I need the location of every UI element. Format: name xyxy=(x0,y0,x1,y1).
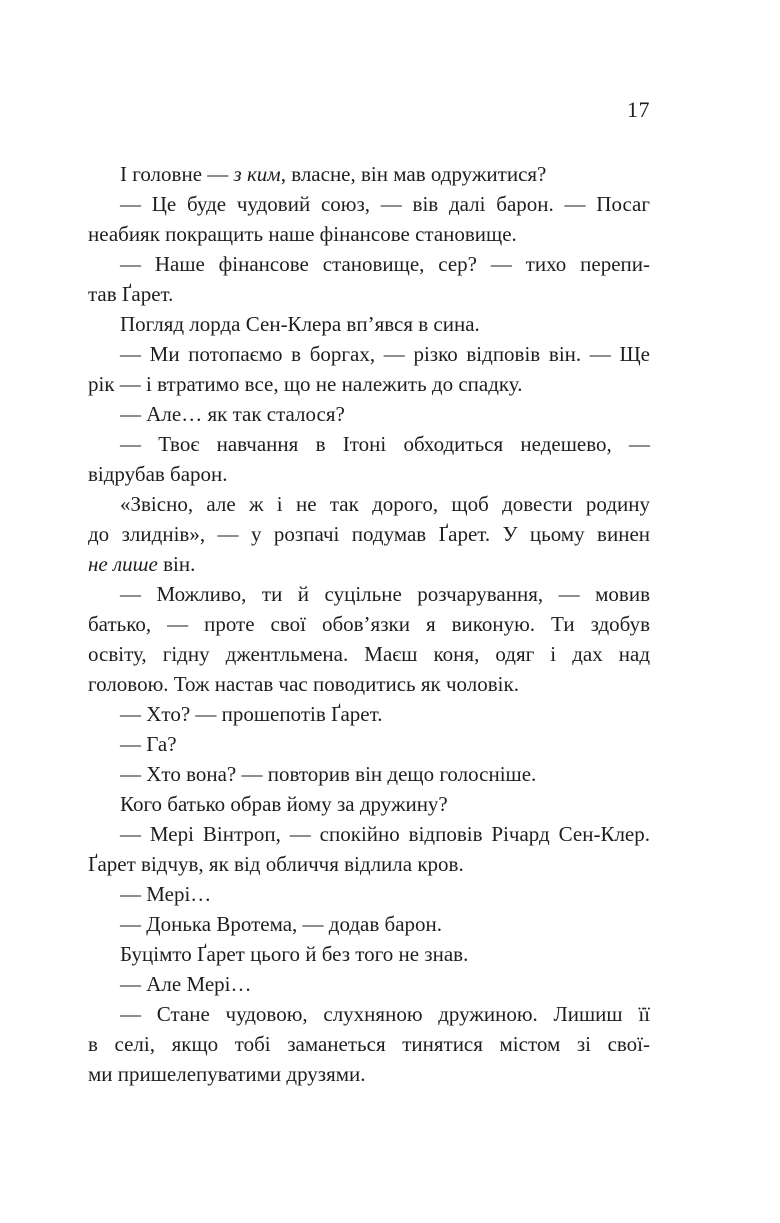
text-line xyxy=(88,969,650,999)
text-line xyxy=(88,519,650,549)
text-segment: , власне, він мав одружитися? xyxy=(280,162,547,186)
text-segment: — Ми потопаємо в боргах, — різко відповів він. — Ще xyxy=(120,342,650,366)
text-segment: освіту, гідну джентльмена. Маєш коня, одяг і дах над xyxy=(88,642,650,666)
paragraph xyxy=(88,759,650,789)
text-segment: — Донька Вротема, — додав барон. xyxy=(120,912,443,936)
text-block xyxy=(88,159,650,1089)
text-line xyxy=(88,279,650,309)
text-segment: — Але… як так сталося? xyxy=(120,402,345,426)
italic-text: не лише xyxy=(88,552,158,576)
text-line xyxy=(88,879,650,909)
text-line xyxy=(88,429,650,459)
text-segment: тав Ґарет. xyxy=(88,282,174,306)
text-segment: неабияк покращить наше фінансове становище. xyxy=(88,222,517,246)
paragraph xyxy=(88,399,650,429)
text-segment: він. xyxy=(157,552,196,576)
text-line xyxy=(88,849,650,879)
text-line xyxy=(88,1029,650,1059)
text-line xyxy=(88,789,650,819)
text-segment: — Га? xyxy=(120,732,177,756)
text-line xyxy=(88,909,650,939)
paragraph xyxy=(88,789,650,819)
text-segment: — Мері Вінтроп, — спокійно відповів Річард Сен-Клер. xyxy=(120,822,650,846)
text-line xyxy=(88,399,650,429)
text-segment: Ґарет відчув, як від обличчя відлила кров. xyxy=(88,852,464,876)
text-segment: рік — і втратимо все, що не належить до спадку. xyxy=(88,372,523,396)
paragraph xyxy=(88,249,650,309)
text-line xyxy=(88,309,650,339)
text-line xyxy=(88,159,650,189)
text-line xyxy=(88,219,650,249)
text-line xyxy=(88,609,650,639)
text-line xyxy=(88,999,650,1029)
text-segment: ми пришелепуватими друзями. xyxy=(88,1062,366,1086)
text-line xyxy=(88,489,650,519)
text-line xyxy=(88,639,650,669)
paragraph xyxy=(88,429,650,489)
paragraph xyxy=(88,969,650,999)
paragraph xyxy=(88,159,650,189)
paragraph xyxy=(88,339,650,399)
text-line xyxy=(88,549,650,579)
text-line xyxy=(88,339,650,369)
text-line xyxy=(88,729,650,759)
text-segment: — Це буде чудовий союз, — вів далі барон. — Посаг xyxy=(120,192,650,216)
text-segment: Погляд лорда Сен-Клера вп’явся в сина. xyxy=(120,312,480,336)
text-line xyxy=(88,459,650,489)
paragraph xyxy=(88,879,650,909)
paragraph xyxy=(88,819,650,879)
page-number: 17 xyxy=(627,97,650,122)
text-segment: І головне — xyxy=(120,162,234,186)
text-line xyxy=(88,369,650,399)
paragraph xyxy=(88,579,650,699)
text-line xyxy=(88,1059,650,1089)
paragraph xyxy=(88,309,650,339)
paragraph xyxy=(88,939,650,969)
text-line xyxy=(88,579,650,609)
text-line xyxy=(88,699,650,729)
text-line xyxy=(88,189,650,219)
text-segment: «Звісно, але ж і не так дорого, щоб довести родину xyxy=(120,492,650,516)
paragraph xyxy=(88,189,650,249)
text-segment: в селі, якщо тобі заманеться тинятися містом зі свої- xyxy=(88,1032,650,1056)
text-segment: — Хто? — прошепотів Ґарет. xyxy=(120,702,383,726)
text-segment: — Стане чудовою, слухняною дружиною. Лишиш її xyxy=(120,1002,650,1026)
paragraph xyxy=(88,729,650,759)
text-segment: — Наше фінансове становище, сер? — тихо перепи- xyxy=(120,252,650,276)
paragraph xyxy=(88,699,650,729)
text-segment: — Але Мері… xyxy=(120,972,252,996)
text-segment: Буцімто Ґарет цього й без того не знав. xyxy=(120,942,469,966)
paragraph xyxy=(88,999,650,1089)
text-segment: батько, — проте свої обов’язки я виконую. Ти здобув xyxy=(88,612,650,636)
paragraph xyxy=(88,489,650,579)
text-line xyxy=(88,759,650,789)
text-line xyxy=(88,939,650,969)
text-segment: відрубав барон. xyxy=(88,462,228,486)
text-segment: — Хто вона? — повторив він дещо голосніше. xyxy=(120,762,537,786)
text-segment: — Мері… xyxy=(120,882,212,906)
text-segment: Кого батько обрав йому за дружину? xyxy=(120,792,448,816)
paragraph xyxy=(88,909,650,939)
text-line xyxy=(88,249,650,279)
text-segment: — Можливо, ти й суцільне розчарування, — мовив xyxy=(120,582,650,606)
text-segment: до злиднів», — у розпачі подумав Ґарет. У цьому винен xyxy=(88,522,650,546)
text-line xyxy=(88,669,650,699)
text-segment: головою. Тож настав час поводитись як чоловік. xyxy=(88,672,519,696)
text-line xyxy=(88,819,650,849)
text-segment: — Твоє навчання в Ітоні обходиться недешево, — xyxy=(120,432,650,456)
italic-text: з ким xyxy=(233,162,281,186)
